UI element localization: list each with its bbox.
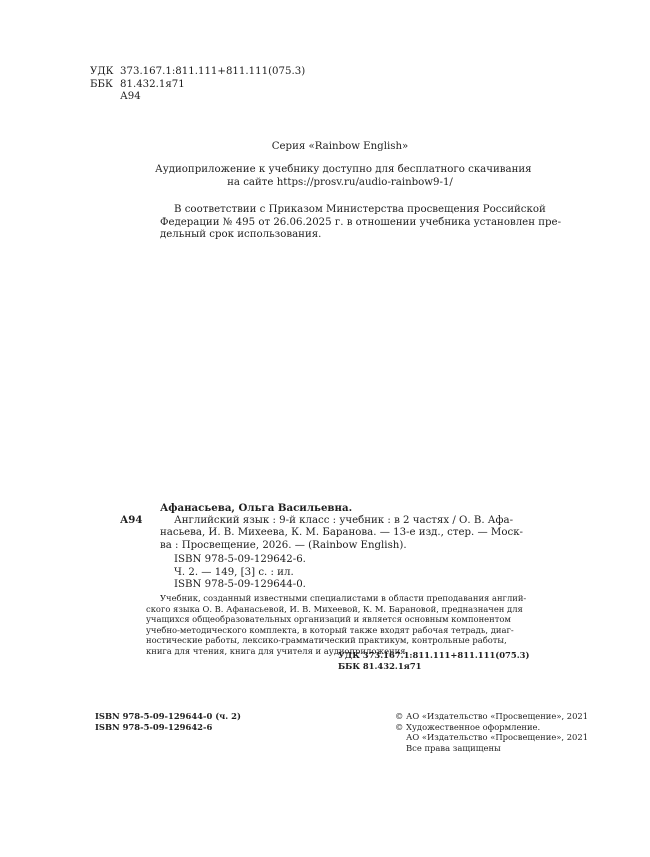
- udk-label: УДК: [90, 66, 114, 77]
- audio-note: [155, 164, 532, 189]
- bibliography-author: Афанасьева, Ольга Васильевна.: [160, 502, 353, 514]
- footer-copyright: [395, 711, 588, 753]
- annotation-line-3: учащихся общеобразовательных организаций и является основным компонентом: [146, 614, 511, 625]
- bbk-label: ББК: [90, 78, 113, 90]
- copyright-line-1: © АО «Издательство «Просвещение», 2021: [395, 711, 589, 721]
- series-title: Серия «Rainbow English»: [271, 141, 409, 152]
- footer-isbn-line-1: ISBN 978-5-09-129644-0 (ч. 2): [95, 711, 241, 721]
- bbk-value: 81.432.1я71: [120, 78, 185, 90]
- order-note-line-3: дельный срок использования.: [160, 229, 322, 240]
- bibliography-udk: УДК 373.167.1:811.111+811.111(075.3): [338, 650, 530, 660]
- bibliography-block: [160, 502, 523, 592]
- annotation-line-4: учебно-методического комплекта, в который также входят рабочая тетрадь, диаг-: [146, 624, 514, 635]
- annotation-line-6: книга для чтения, книга для учителя и аудиоприложения.: [146, 645, 409, 656]
- bibliography-desc-line-1: Английский язык : 9-й класс : учебник : в 2 частях / О. В. Афа-: [174, 514, 514, 526]
- udk-row: [90, 66, 305, 79]
- bibliography-classification: [338, 650, 529, 671]
- footer-isbn-line-2: ISBN 978-5-09-129642-6: [95, 721, 213, 732]
- author-mark-row: [90, 91, 305, 104]
- annotation-line-1: Учебник, созданный известными специалистами в области преподавания англий-: [160, 593, 527, 603]
- bbk-row: [90, 79, 305, 92]
- footer-isbn: [95, 711, 241, 732]
- annotation: [146, 593, 526, 657]
- bibliography-desc-line-2: насьева, И. В. Михеева, К. М. Баранова. — 13-е изд., стер. — Моск-: [160, 527, 524, 538]
- audio-note-line-1: Аудиоприложение к учебнику доступно для бесплатного скачивания: [155, 164, 532, 175]
- author-mark: А94: [120, 91, 141, 102]
- bibliography-bbk: ББК 81.432.1я71: [338, 660, 422, 671]
- order-note: [160, 204, 561, 242]
- bibliography-desc-line-3: ва : Просвещение, 2026. — (Rainbow English).: [160, 539, 407, 551]
- annotation-line-2: ского языка О. В. Афанасьевой, И. В. Михеевой, К. М. Барановой, предназначен для: [146, 603, 523, 614]
- order-note-line-1: В соответствии с Приказом Министерства просвещения Российской: [174, 204, 546, 215]
- classification-block: [90, 66, 305, 104]
- audio-note-line-2: на сайте https://prosv.ru/audio-rainbow9-1/: [227, 176, 453, 188]
- udk-value: 373.167.1:811.111+811.111(075.3): [120, 66, 306, 77]
- bibliography-author-mark: А94: [120, 514, 143, 526]
- copyright-line-3: АО «Издательство «Просвещение», 2021: [406, 732, 589, 743]
- copyright-line-4: Все права защищены: [406, 742, 501, 753]
- copyright-line-2: © Художественное оформление.: [395, 721, 541, 732]
- bibliography-isbn-set: ISBN 978-5-09-129642-6.: [174, 554, 306, 565]
- bibliography-pages: Ч. 2. — 149, [3] с. : ил.: [174, 566, 294, 578]
- bibliography-isbn-part: ISBN 978-5-09-129644-0.: [174, 579, 306, 590]
- annotation-line-5: ностические работы, лексико-грамматический практикум, контрольные работы,: [146, 635, 507, 646]
- order-note-line-2: Федерации № 495 от 26.06.2025 г. в отношении учебника установлен пре-: [160, 216, 562, 228]
